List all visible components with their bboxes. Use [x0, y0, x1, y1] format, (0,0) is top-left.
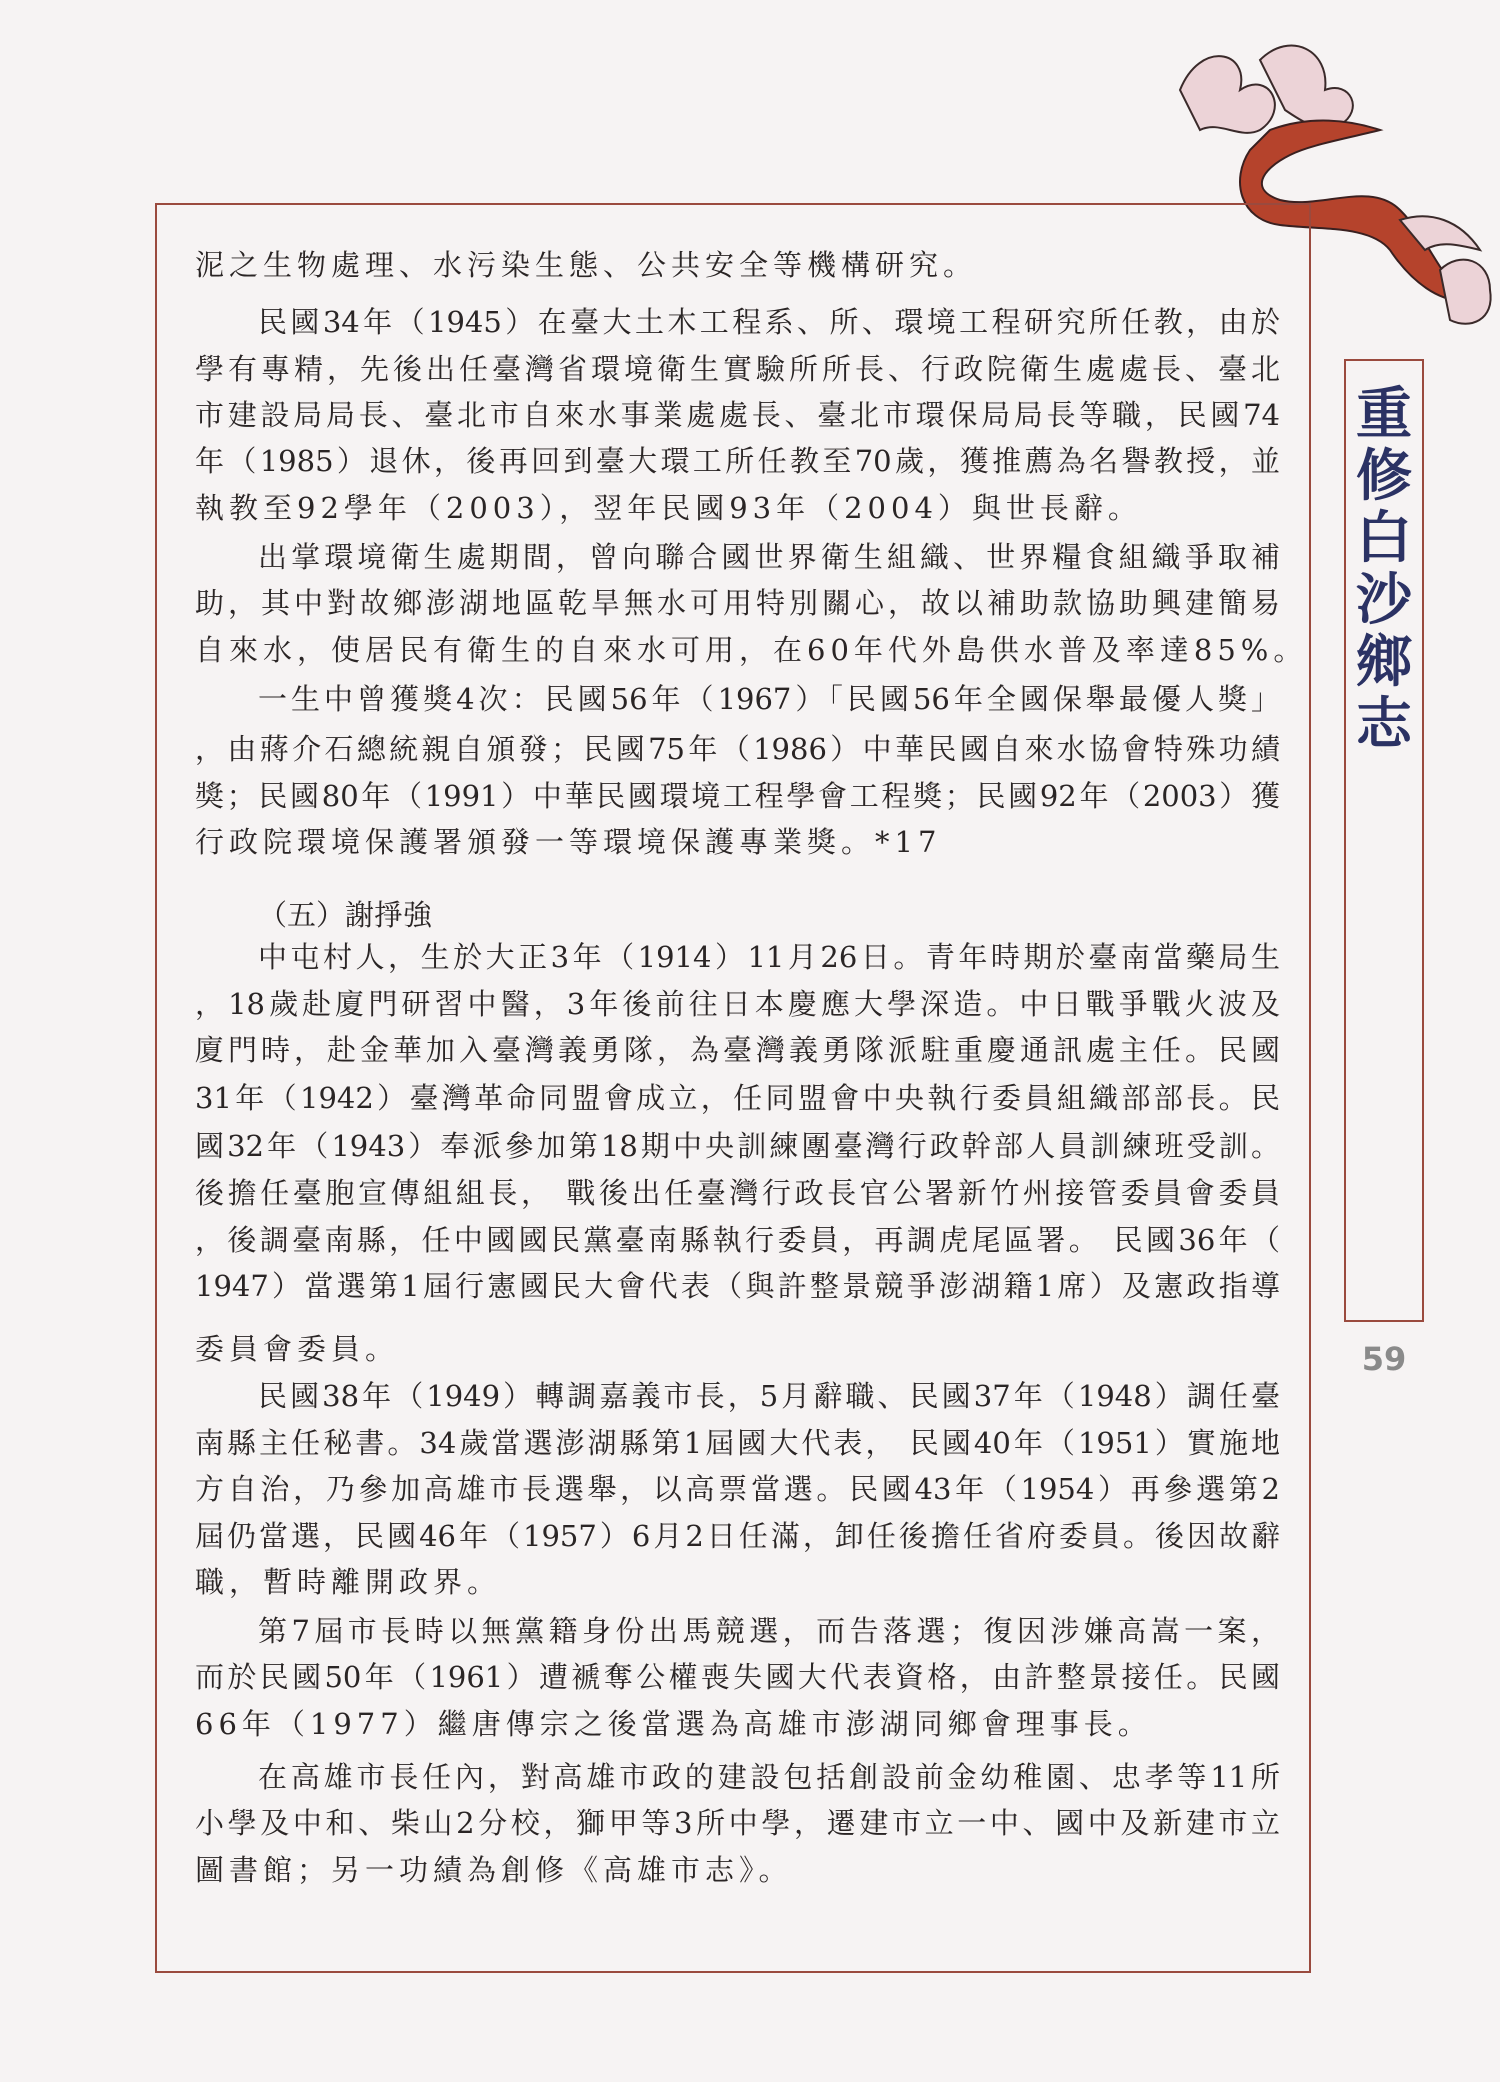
- text-line: 年（1985）退休，後再回到臺大環工所任教至70歲，獲推薦為名譽教授，並: [195, 444, 1280, 478]
- text-line: 中屯村人，生於大正3年（1914）11月26日。青年時期於臺南當藥局生: [258, 940, 1280, 974]
- page-number: 59: [1361, 1340, 1407, 1378]
- text-line: 職，暫時離開政界。: [195, 1565, 502, 1599]
- text-line: 圖書館；另一功績為創修《高雄市志》。: [195, 1853, 793, 1887]
- text-line: 國32年（1943）奉派參加第18期中央訓練團臺灣行政幹部人員訓練班受訓。: [195, 1129, 1280, 1163]
- title-char: 白: [1356, 505, 1412, 571]
- text-line: 在高雄市長任內，對高雄市政的建設包括創設前金幼稚園、忠孝等11所: [258, 1760, 1280, 1794]
- text-line: 學有專精，先後出任臺灣省環境衛生實驗所所長、行政院衛生處處長、臺北: [195, 352, 1280, 386]
- text-line: ，由蔣介石總統親自頒發；民國75年（1986）中華民國自來水協會特殊功績: [195, 732, 1280, 766]
- text-line: 1947）當選第1屆行憲國民大會代表（與許整景競爭澎湖籍1席）及憲政指導: [195, 1269, 1280, 1303]
- text-line: 小學及中和、柴山2分校，獅甲等3所中學，遷建市立一中、國中及新建市立: [195, 1806, 1280, 1840]
- text-line: 出掌環境衛生處期間，曾向聯合國世界衛生組織、世界糧食組織爭取補: [258, 540, 1280, 574]
- text-line: ，後調臺南縣，任中國國民黨臺南縣執行委員，再調虎尾區署。 民國36年（: [195, 1223, 1280, 1257]
- title-char: 志: [1356, 691, 1412, 757]
- text-line: 廈門時，赴金華加入臺灣義勇隊，為臺灣義勇隊派駐重慶通訊處主任。民國: [195, 1033, 1280, 1067]
- title-char: 沙: [1356, 567, 1412, 633]
- text-line: 31年（1942）臺灣革命同盟會成立，任同盟會中央執行委員組織部部長。民: [195, 1081, 1280, 1115]
- text-line: 獎；民國80年（1991）中華民國環境工程學會工程獎；民國92年（2003）獲: [195, 779, 1280, 813]
- text-line: 第7屆市長時以無黨籍身份出馬競選，而告落選；復因涉嫌高嵩一案，: [258, 1614, 1280, 1648]
- text-line: 屆仍當選，民國46年（1957）6月2日任滿，卸任後擔任省府委員。後因故辭: [195, 1519, 1280, 1553]
- text-line: 66年（1977）繼唐傳宗之後當選為高雄市澎湖同鄉會理事長。: [195, 1707, 1152, 1741]
- title-char: 重: [1356, 381, 1412, 447]
- text-line: 執教至92學年（2003），翌年民國93年（2004）與世長辭。: [195, 491, 1142, 525]
- text-line: 民國38年（1949）轉調嘉義市長，5月辭職、民國37年（1948）調任臺: [258, 1379, 1280, 1413]
- text-line: 自來水，使居民有衛生的自來水可用，在60年代外島供水普及率達85%。: [195, 633, 1308, 667]
- text-line: 民國34年（1945）在臺大土木工程系、所、環境工程研究所任教，由於: [258, 305, 1280, 339]
- text-line: 而於民國50年（1961）遭褫奪公權喪失國大代表資格，由許整景接任。民國: [195, 1660, 1280, 1694]
- book-title-tab: [1344, 359, 1424, 1322]
- text-line: ，18歲赴廈門研習中醫，3年後前往日本慶應大學深造。中日戰爭戰火波及: [195, 987, 1280, 1021]
- text-line: 南縣主任秘書。34歲當選澎湖縣第1屆國大代表， 民國40年（1951）實施地: [195, 1426, 1280, 1460]
- text-line: 一生中曾獲獎4次：民國56年（1967）「民國56年全國保舉最優人獎」: [258, 682, 1280, 716]
- text-line: 行政院環境保護署頒發一等環境保護專業獎。*17: [195, 825, 942, 859]
- text-line: 助，其中對故鄉澎湖地區乾旱無水可用特別關心，故以補助款協助興建簡易: [195, 586, 1280, 620]
- title-char: 鄉: [1356, 629, 1412, 695]
- book-title: [1346, 383, 1422, 755]
- text-line: 市建設局局長、臺北市自來水事業處處長、臺北市環保局局長等職，民國74: [195, 398, 1280, 432]
- text-line: 後擔任臺胞宣傳組組長， 戰後出任臺灣行政長官公署新竹州接管委員會委員: [195, 1176, 1280, 1210]
- text-line: 泥之生物處理、水污染生態、公共安全等機構研究。: [195, 248, 978, 282]
- text-line: 方自治，乃參加高雄市長選舉，以高票當選。民國43年（1954）再參選第2: [195, 1472, 1280, 1506]
- text-line: 委員會委員。: [195, 1332, 400, 1366]
- section-heading: （五）謝掙強: [258, 898, 433, 932]
- title-char: 修: [1356, 443, 1412, 509]
